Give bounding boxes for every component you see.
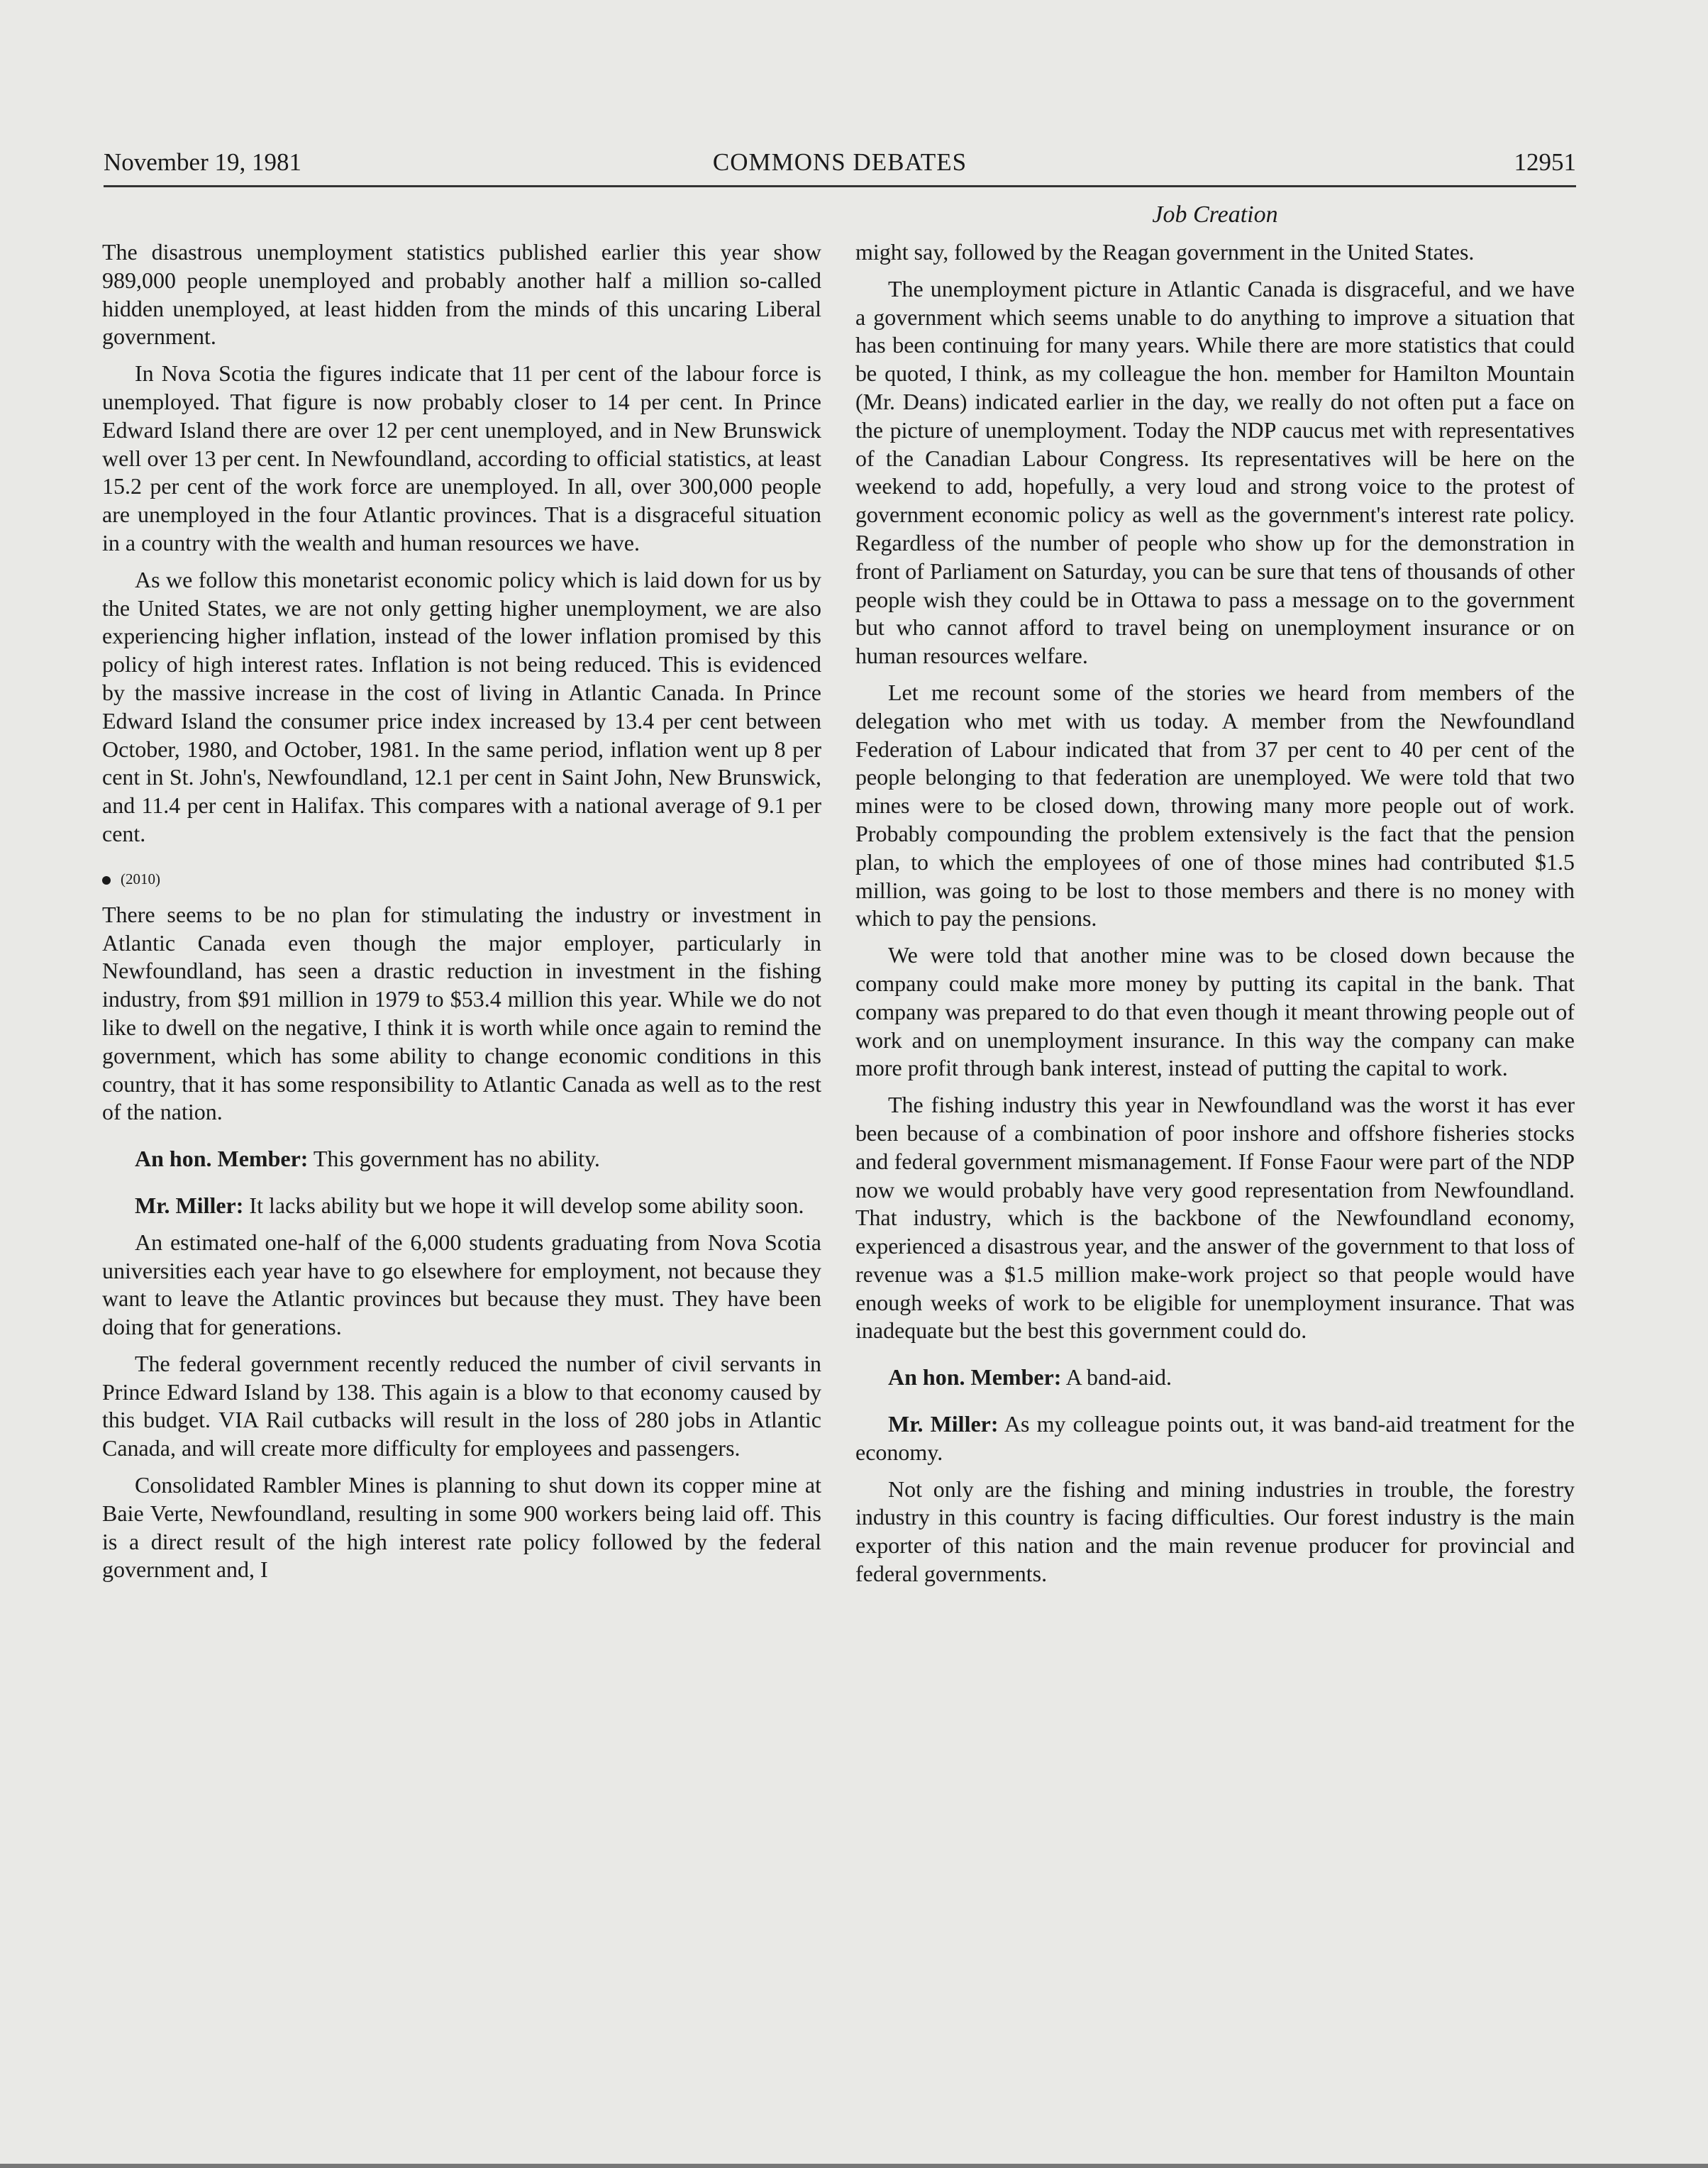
speech-text: A band-aid. bbox=[1061, 1364, 1172, 1390]
paragraph: might say, followed by the Reagan government in the United States. bbox=[855, 239, 1475, 265]
paragraph: Let me recount some of the stories we heard from members of the delegation who met with us today. A member from the Newfoundland Federation of Labour indicated that from 37 per cent to 40 per cent of the people belonging to that federation are unemployed. We were told that two mines were to be closed down, throwing many more people out of work. Probably compounding the problem extensively is the fact that the pension plan, to which the employees of one of those mines had contributed $1.5 million, was going to be lost to those members and there is no money with which to pay the pensions. bbox=[855, 679, 1575, 931]
header-date: November 19, 1981 bbox=[104, 148, 301, 176]
speech-text: It lacks ability but we hope it will develop some ability soon. bbox=[243, 1192, 804, 1218]
header-publication: COMMONS DEBATES bbox=[712, 148, 967, 176]
time-marker bbox=[102, 870, 821, 888]
section-title: Job Creation bbox=[1152, 201, 1278, 228]
paragraph: We were told that another mine was to be closed down because the company could make more money by putting its capital in the bank. That company was prepared to do that even though it meant throwing people out of work and on unemployment insurance. In this way the company can make more profit through bank interest, instead of putting the capital to work. bbox=[855, 942, 1575, 1081]
time-marker-text: (2010) bbox=[121, 870, 160, 887]
paragraph: Not only are the fishing and mining industries in trouble, the forestry industry in this country is facing difficulties. Our forest industry is the main exporter of this nation and the main revenue producer for provincial and federal governments. bbox=[855, 1476, 1575, 1587]
paragraph: The disastrous unemployment statistics published earlier this year show 989,000 people unemployed and probably another half a million so-called hidden unemployed, at least hidden from the minds of this uncaring Liberal government. bbox=[102, 239, 821, 350]
speaker-name: An hon. Member: bbox=[135, 1146, 309, 1172]
paragraph: The unemployment picture in Atlantic Canada is disgraceful, and we have a government which seems unable to do anything to improve a situation that has been continuing for many years. While there are more statistics that could be quoted, I think, as my colleague the hon. member for Hamilton Mountain (Mr. Deans) indicated earlier in the day, we really do not often put a face on the picture of unemployment. Today the NDP caucus met with representatives of the Canadian Labour Congress. Its representatives will be here on the weekend to add, hopefully, a very loud and strong voice to the protest of government economic policy as well as the government's interest rate policy. Regardless of the number of people who show up for the demonstration in front of Parliament on Saturday, you can be sure that tens of thousands of other people wish they could be in Ottawa to pass a message on to the government but who cannot afford to travel being on unemployment insurance or on human resources welfare. bbox=[855, 275, 1575, 669]
paragraph: In Nova Scotia the figures indicate that 11 per cent of the labour force is unemployed. That figure is now probably closer to 14 per cent. In Prince Edward Island there are over 12 per cent unemployed, and in New Brunswick well over 13 per cent. In Newfoundland, according to official statistics, at least 15.2 per cent of the work force are unemployed. In all, over 300,000 people are unemployed in the four Atlantic provinces. That is a disgraceful situation in a country with the wealth and human resources we have. bbox=[102, 360, 821, 555]
left-column bbox=[102, 238, 821, 1593]
speech-an-hon-member bbox=[855, 1364, 1575, 1392]
bullet-icon bbox=[102, 876, 111, 885]
paragraph: As we follow this monetarist economic policy which is laid down for us by the United States, we are not only getting higher unemployment, we are also experiencing higher inflation, instead of the lower inflation promised by this policy of high interest rates. Inflation is not being reduced. This is evidenced by the massive increase in the cost of living in Atlantic Canada. In Prince Edward Island the consumer price index increased by 13.4 per cent between October, 1980, and October, 1981. In the same period, inflation went up 8 per cent in St. John's, Newfoundland, 12.1 per cent in Saint John, New Brunswick, and 11.4 per cent in Halifax. This compares with a national average of 9.1 per cent. bbox=[102, 566, 821, 846]
speaker-name: Mr. Miller: bbox=[888, 1411, 999, 1437]
speech-text: This government has no ability. bbox=[308, 1146, 600, 1172]
page-header bbox=[104, 145, 1576, 187]
paragraph: There seems to be no plan for stimulating the industry or investment in Atlantic Canada even though the major employer, particularly in Newfoundland, has seen a drastic reduction in investment in the fishing industry, from $91 million in 1979 to $53.4 million this year. While we do not like to dwell on the negative, I think it is worth while once again to remind the government, which has some ability to change economic conditions in this country, that it has some responsibility to Atlantic Canada as well as to the rest of the nation. bbox=[102, 901, 821, 1125]
speaker-name: An hon. Member: bbox=[888, 1364, 1062, 1390]
right-column bbox=[855, 238, 1575, 1597]
paragraph: An estimated one-half of the 6,000 students graduating from Nova Scotia universities each year have to go elsewhere for employment, not because they want to leave the Atlantic provinces but because they must. They have been doing that for generations. bbox=[102, 1229, 821, 1340]
page-bottom-edge bbox=[0, 2164, 1708, 2168]
speaker-name: Mr. Miller: bbox=[135, 1192, 244, 1218]
speech-text: As my colleague points out, it was band-aid treatment for the economy. bbox=[855, 1411, 1575, 1465]
speech-an-hon-member bbox=[102, 1145, 821, 1173]
paragraph: The fishing industry this year in Newfoundland was the worst it has ever been because of a combination of poor inshore and offshore fisheries stocks and federal government mismanagement. If Fonse Faour were part of the NDP now we would probably have very good representation from Newfoundland. That industry, which is the backbone of the Newfoundland economy, experienced a disastrous year, and the answer of the government to that loss of revenue was a $1.5 million make-work project so that people would have enough weeks of work to be eligible for unemployment insurance. That was inadequate but the best this government could do. bbox=[855, 1092, 1575, 1344]
paragraph: Consolidated Rambler Mines is planning to shut down its copper mine at Baie Verte, Newfoundland, resulting in some 900 workers being laid off. This is a direct result of the high interest rate policy followed by the federal government and, I bbox=[102, 1472, 821, 1583]
speech-mr-miller bbox=[102, 1192, 821, 1220]
speech-mr-miller bbox=[855, 1410, 1575, 1467]
paragraph: The federal government recently reduced the number of civil servants in Prince Edward Island by 138. This again is a blow to that economy caused by this budget. VIA Rail cutbacks will result in the loss of 280 jobs in Atlantic Canada, and will create more difficulty for employees and passengers. bbox=[102, 1350, 821, 1461]
header-page-number: 12951 bbox=[1514, 148, 1576, 176]
